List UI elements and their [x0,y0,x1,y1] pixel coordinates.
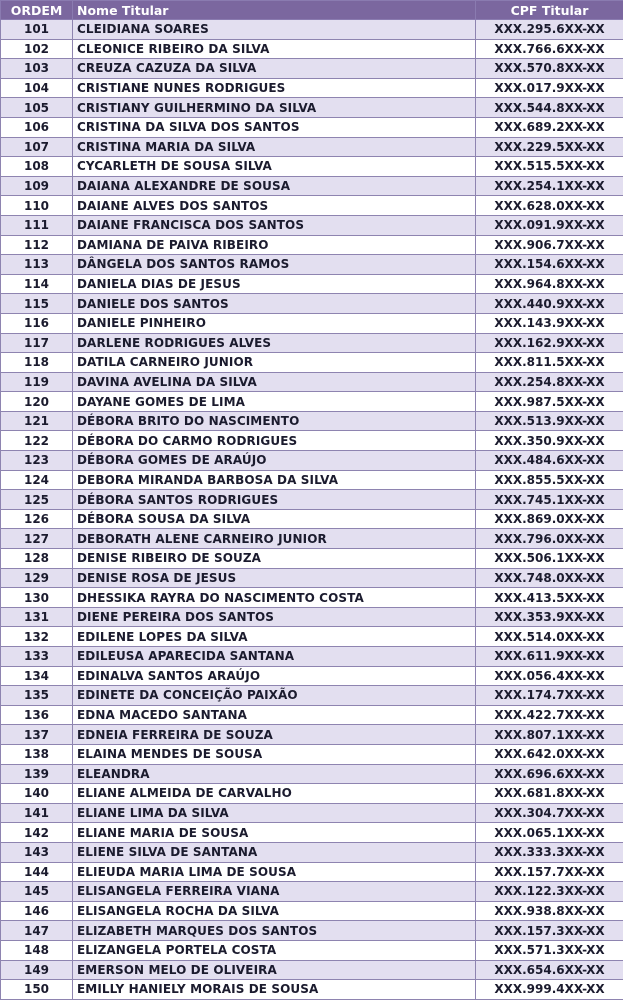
row-ordem: 136 [1,705,73,725]
row-nome-titular: DANIELA DIAS DE JESUS [73,274,476,294]
row-cpf-titular: XXX.440.9XX-XX [476,294,623,314]
row-nome-titular: DARLENE RODRIGUES ALVES [73,333,476,353]
row-cpf-titular: XXX.748.0XX-XX [476,568,623,588]
table-row [1,235,623,255]
row-ordem: 125 [1,490,73,510]
row-ordem: 138 [1,744,73,764]
row-ordem: 107 [1,137,73,157]
row-nome-titular: DAIANE FRANCISCA DOS SANTOS [73,215,476,235]
row-ordem: 105 [1,98,73,118]
row-cpf-titular: XXX.143.9XX-XX [476,313,623,333]
table-row [1,176,623,196]
row-cpf-titular: XXX.350.9XX-XX [476,431,623,451]
row-ordem: 123 [1,451,73,471]
row-nome-titular: ELEANDRA [73,764,476,784]
row-ordem: 102 [1,39,73,59]
row-nome-titular: DEBORA MIRANDA BARBOSA DA SILVA [73,470,476,490]
row-ordem: 131 [1,607,73,627]
row-nome-titular: ELIZABETH MARQUES DOS SANTOS [73,921,476,941]
row-ordem: 137 [1,725,73,745]
row-ordem: 103 [1,59,73,79]
row-cpf-titular: XXX.681.8XX-XX [476,784,623,804]
row-ordem: 150 [1,980,73,1000]
row-nome-titular: ELAINA MENDES DE SOUSA [73,744,476,764]
row-cpf-titular: XXX.513.9XX-XX [476,411,623,431]
row-cpf-titular: XXX.484.6XX-XX [476,451,623,471]
row-ordem: 115 [1,294,73,314]
table-row [1,725,623,745]
row-nome-titular: DENISE ROSA DE JESUS [73,568,476,588]
row-nome-titular: CRISTIANE NUNES RODRIGUES [73,78,476,98]
row-cpf-titular: XXX.254.1XX-XX [476,176,623,196]
table-row [1,274,623,294]
row-ordem: 147 [1,921,73,941]
table-row [1,686,623,706]
row-cpf-titular: XXX.174.7XX-XX [476,686,623,706]
row-nome-titular: CLEONICE RIBEIRO DA SILVA [73,39,476,59]
table-row [1,411,623,431]
row-cpf-titular: XXX.570.8XX-XX [476,59,623,79]
table-row [1,196,623,216]
table-row [1,980,623,1000]
table-body [1,20,623,1000]
row-cpf-titular: XXX.122.3XX-XX [476,882,623,902]
table-row [1,392,623,412]
table-row [1,137,623,157]
row-ordem: 106 [1,117,73,137]
table-row [1,921,623,941]
row-nome-titular: ELIANE LIMA DA SILVA [73,803,476,823]
row-ordem: 113 [1,255,73,275]
table-row [1,470,623,490]
row-nome-titular: ELIEUDA MARIA LIMA DE SOUSA [73,862,476,882]
row-nome-titular: ELIZANGELA PORTELA COSTA [73,940,476,960]
row-nome-titular: CRISTIANY GUILHERMINO DA SILVA [73,98,476,118]
row-ordem: 143 [1,842,73,862]
row-nome-titular: DAIANE ALVES DOS SANTOS [73,196,476,216]
row-nome-titular: ELIANE MARIA DE SOUSA [73,823,476,843]
table-row [1,940,623,960]
row-nome-titular: ELIANE ALMEIDA DE CARVALHO [73,784,476,804]
row-cpf-titular: XXX.544.8XX-XX [476,98,623,118]
table-row [1,764,623,784]
row-cpf-titular: XXX.353.9XX-XX [476,607,623,627]
row-nome-titular: CREUZA CAZUZA DA SILVA [73,59,476,79]
row-cpf-titular: XXX.413.5XX-XX [476,588,623,608]
row-ordem: 141 [1,803,73,823]
row-nome-titular: EMILLY HANIELY MORAIS DE SOUSA [73,980,476,1000]
row-nome-titular: DÉBORA SANTOS RODRIGUES [73,490,476,510]
table-row [1,529,623,549]
table-header [1,1,623,20]
row-cpf-titular: XXX.766.6XX-XX [476,39,623,59]
table-row [1,803,623,823]
table-row [1,666,623,686]
row-nome-titular: DIENE PEREIRA DOS SANTOS [73,607,476,627]
row-nome-titular: DÉBORA DO CARMO RODRIGUES [73,431,476,451]
row-nome-titular: DAVINA AVELINA DA SILVA [73,372,476,392]
row-nome-titular: CRISTINA MARIA DA SILVA [73,137,476,157]
table-row [1,490,623,510]
row-ordem: 116 [1,313,73,333]
row-ordem: 124 [1,470,73,490]
row-ordem: 130 [1,588,73,608]
table-row [1,607,623,627]
row-cpf-titular: XXX.689.2XX-XX [476,117,623,137]
table-row [1,59,623,79]
row-ordem: 114 [1,274,73,294]
row-ordem: 101 [1,20,73,40]
table-row [1,333,623,353]
table-row [1,431,623,451]
row-cpf-titular: XXX.304.7XX-XX [476,803,623,823]
row-cpf-titular: XXX.855.5XX-XX [476,470,623,490]
table-row [1,98,623,118]
row-nome-titular: DHESSIKA RAYRA DO NASCIMENTO COSTA [73,588,476,608]
row-nome-titular: CRISTINA DA SILVA DOS SANTOS [73,117,476,137]
row-cpf-titular: XXX.811.5XX-XX [476,353,623,373]
row-cpf-titular: XXX.065.1XX-XX [476,823,623,843]
row-cpf-titular: XXX.157.7XX-XX [476,862,623,882]
row-cpf-titular: XXX.999.4XX-XX [476,980,623,1000]
table-row [1,549,623,569]
row-nome-titular: EMERSON MELO DE OLIVEIRA [73,960,476,980]
row-nome-titular: DEBORATH ALENE CARNEIRO JUNIOR [73,529,476,549]
row-ordem: 128 [1,549,73,569]
table-row [1,823,623,843]
row-nome-titular: ELISANGELA FERREIRA VIANA [73,882,476,902]
row-ordem: 122 [1,431,73,451]
row-cpf-titular: XXX.964.8XX-XX [476,274,623,294]
table-row [1,882,623,902]
table-row [1,960,623,980]
row-cpf-titular: XXX.628.0XX-XX [476,196,623,216]
table-row [1,451,623,471]
row-ordem: 104 [1,78,73,98]
row-cpf-titular: XXX.056.4XX-XX [476,666,623,686]
row-cpf-titular: XXX.807.1XX-XX [476,725,623,745]
row-cpf-titular: XXX.611.9XX-XX [476,647,623,667]
row-cpf-titular: XXX.906.7XX-XX [476,235,623,255]
row-ordem: 149 [1,960,73,980]
table-row [1,509,623,529]
table-row [1,78,623,98]
row-cpf-titular: XXX.157.3XX-XX [476,921,623,941]
table-row [1,313,623,333]
row-ordem: 126 [1,509,73,529]
row-cpf-titular: XXX.571.3XX-XX [476,940,623,960]
row-cpf-titular: XXX.745.1XX-XX [476,490,623,510]
row-cpf-titular: XXX.422.7XX-XX [476,705,623,725]
table-row [1,744,623,764]
header-row [1,1,623,20]
row-nome-titular: DENISE RIBEIRO DE SOUZA [73,549,476,569]
row-cpf-titular: XXX.295.6XX-XX [476,20,623,40]
row-cpf-titular: XXX.017.9XX-XX [476,78,623,98]
row-ordem: 135 [1,686,73,706]
row-nome-titular: DANIELE DOS SANTOS [73,294,476,314]
row-ordem: 142 [1,823,73,843]
row-ordem: 112 [1,235,73,255]
table-row [1,842,623,862]
row-cpf-titular: XXX.333.3XX-XX [476,842,623,862]
row-cpf-titular: XXX.642.0XX-XX [476,744,623,764]
row-cpf-titular: XXX.229.5XX-XX [476,137,623,157]
row-ordem: 127 [1,529,73,549]
row-nome-titular: DAMIANA DE PAIVA RIBEIRO [73,235,476,255]
table-row [1,157,623,177]
table-row [1,117,623,137]
row-nome-titular: DÉBORA BRITO DO NASCIMENTO [73,411,476,431]
row-cpf-titular: XXX.696.6XX-XX [476,764,623,784]
row-cpf-titular: XXX.515.5XX-XX [476,157,623,177]
row-nome-titular: CLEIDIANA SOARES [73,20,476,40]
row-cpf-titular: XXX.154.6XX-XX [476,255,623,275]
row-ordem: 134 [1,666,73,686]
row-ordem: 129 [1,568,73,588]
row-nome-titular: EDNEIA FERREIRA DE SOUZA [73,725,476,745]
row-cpf-titular: XXX.654.6XX-XX [476,960,623,980]
row-cpf-titular: XXX.796.0XX-XX [476,529,623,549]
row-ordem: 140 [1,784,73,804]
row-nome-titular: CYCARLETH DE SOUSA SILVA [73,157,476,177]
row-nome-titular: EDNA MACEDO SANTANA [73,705,476,725]
row-ordem: 110 [1,196,73,216]
table-row [1,588,623,608]
table-row [1,568,623,588]
row-ordem: 109 [1,176,73,196]
table-row [1,39,623,59]
row-ordem: 146 [1,901,73,921]
row-nome-titular: ELISANGELA ROCHA DA SILVA [73,901,476,921]
row-ordem: 148 [1,940,73,960]
row-nome-titular: EDINETE DA CONCEIÇÃO PAIXÃO [73,686,476,706]
row-cpf-titular: XXX.938.8XX-XX [476,901,623,921]
row-nome-titular: DÉBORA GOMES DE ARAÚJO [73,451,476,471]
header-ordem: ORDEM [1,1,73,20]
row-ordem: 117 [1,333,73,353]
row-cpf-titular: XXX.869.0XX-XX [476,509,623,529]
row-nome-titular: ELIENE SILVA DE SANTANA [73,842,476,862]
row-cpf-titular: XXX.254.8XX-XX [476,372,623,392]
row-ordem: 121 [1,411,73,431]
row-nome-titular: DAYANE GOMES DE LIMA [73,392,476,412]
row-ordem: 118 [1,353,73,373]
row-ordem: 111 [1,215,73,235]
row-cpf-titular: XXX.506.1XX-XX [476,549,623,569]
row-cpf-titular: XXX.162.9XX-XX [476,333,623,353]
table-row [1,862,623,882]
header-nome-titular: Nome Titular [73,1,476,20]
row-nome-titular: DATILA CARNEIRO JUNIOR [73,353,476,373]
table-row [1,353,623,373]
row-cpf-titular: XXX.987.5XX-XX [476,392,623,412]
row-ordem: 133 [1,647,73,667]
table-row [1,255,623,275]
row-nome-titular: DÂNGELA DOS SANTOS RAMOS [73,255,476,275]
row-ordem: 108 [1,157,73,177]
table-row [1,372,623,392]
row-nome-titular: EDINALVA SANTOS ARAÚJO [73,666,476,686]
table-row [1,705,623,725]
table-row [1,647,623,667]
row-ordem: 120 [1,392,73,412]
row-ordem: 145 [1,882,73,902]
row-ordem: 132 [1,627,73,647]
row-nome-titular: DÉBORA SOUSA DA SILVA [73,509,476,529]
row-ordem: 139 [1,764,73,784]
row-nome-titular: DAIANA ALEXANDRE DE SOUSA [73,176,476,196]
header-cpf-titular: CPF Titular [476,1,623,20]
table-row [1,215,623,235]
row-cpf-titular: XXX.091.9XX-XX [476,215,623,235]
row-nome-titular: EDILEUSA APARECIDA SANTANA [73,647,476,667]
row-ordem: 119 [1,372,73,392]
table-row [1,627,623,647]
row-nome-titular: EDILENE LOPES DA SILVA [73,627,476,647]
table-row [1,294,623,314]
row-nome-titular: DANIELE PINHEIRO [73,313,476,333]
row-ordem: 144 [1,862,73,882]
table-row [1,901,623,921]
table-row [1,20,623,40]
row-cpf-titular: XXX.514.0XX-XX [476,627,623,647]
table-row [1,784,623,804]
